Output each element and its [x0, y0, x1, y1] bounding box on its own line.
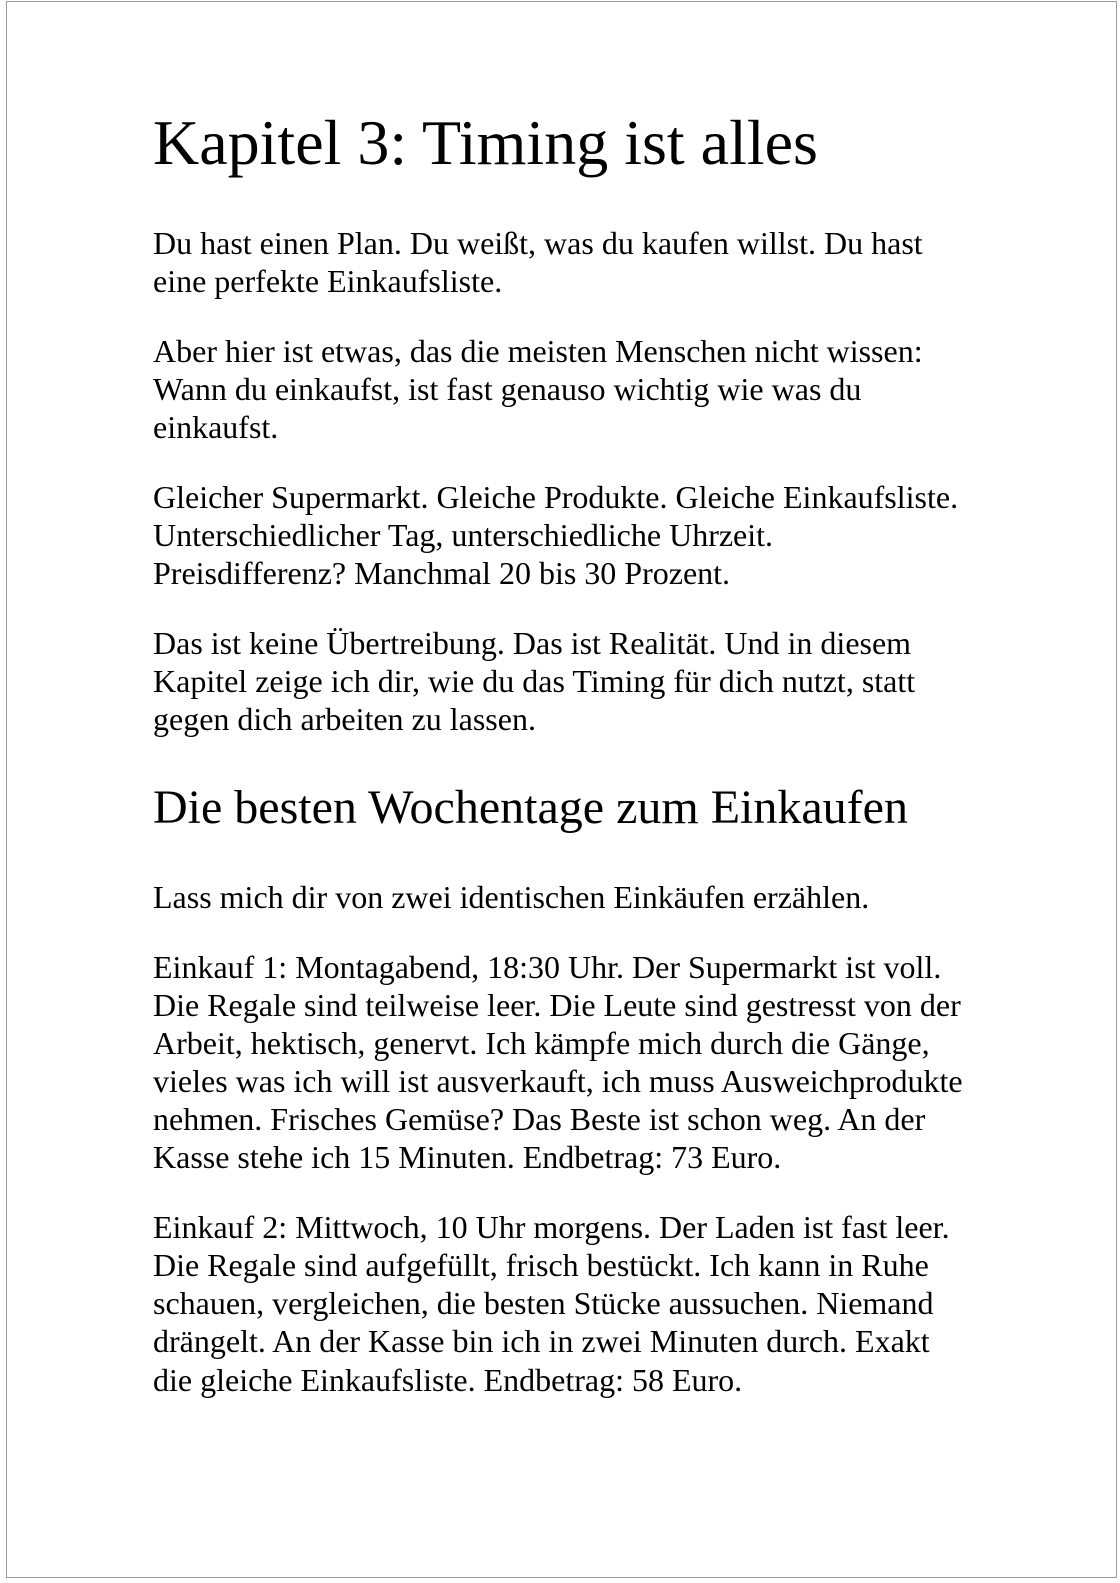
paragraph-intro-4: Das ist keine Übertreibung. Das ist Realität. Und in diesem Kapitel zeige ich dir, wie du das Timing für dich nutzt, statt gegen dich arbeiten zu lassen.: [153, 625, 916, 738]
paragraph-section-2: Einkauf 1: Montagabend, 18:30 Uhr. Der Supermarkt ist voll. Die Regale sind teilweise leer. Die Leute sind gestresst von der Arbeit, hektisch, genervt. Ich kämpfe mich durch die Gänge, vieles was ich will ist ausverkauft, ich muss Ausweichprodukte nehmen. Frisches Gemüse? Das Beste ist schon weg. An der Kasse stehe ich 15 Minuten. Endbetrag: 73 Euro.: [153, 948, 963, 1176]
paragraph-section-1: Lass mich dir von zwei identischen Einkäufen erzählen.: [153, 878, 870, 915]
chapter-title: Kapitel 3: Timing ist alles: [153, 107, 818, 178]
page-content: [7, 2, 1116, 1399]
section-heading: Die besten Wochentage zum Einkaufen: [153, 781, 908, 835]
paragraph-intro-1: Du hast einen Plan. Du weißt, was du kaufen willst. Du hast eine perfekte Einkaufsliste.: [153, 224, 923, 299]
paragraph-intro-2: Aber hier ist etwas, das die meisten Menschen nicht wissen: Wann du einkaufst, ist fast genauso wichtig wie was du einkaufst.: [153, 332, 923, 445]
paragraph-section-3: Einkauf 2: Mittwoch, 10 Uhr morgens. Der Laden ist fast leer. Die Regale sind aufgefüllt, frisch bestückt. Ich kann in Ruhe schauen, vergleichen, die besten Stücke aussuchen. Niemand drängelt. An der Kasse bin ich in zwei Minuten durch. Exakt die gleiche Einkaufsliste. Endbetrag: 58 Euro.: [153, 1209, 950, 1398]
document-page: [6, 1, 1117, 1578]
paragraph-intro-3: Gleicher Supermarkt. Gleiche Produkte. Gleiche Einkaufsliste. Unterschiedlicher Tag, unterschiedliche Uhrzeit. Preisdifferenz? Manchmal 20 bis 30 Prozent.: [153, 478, 959, 592]
